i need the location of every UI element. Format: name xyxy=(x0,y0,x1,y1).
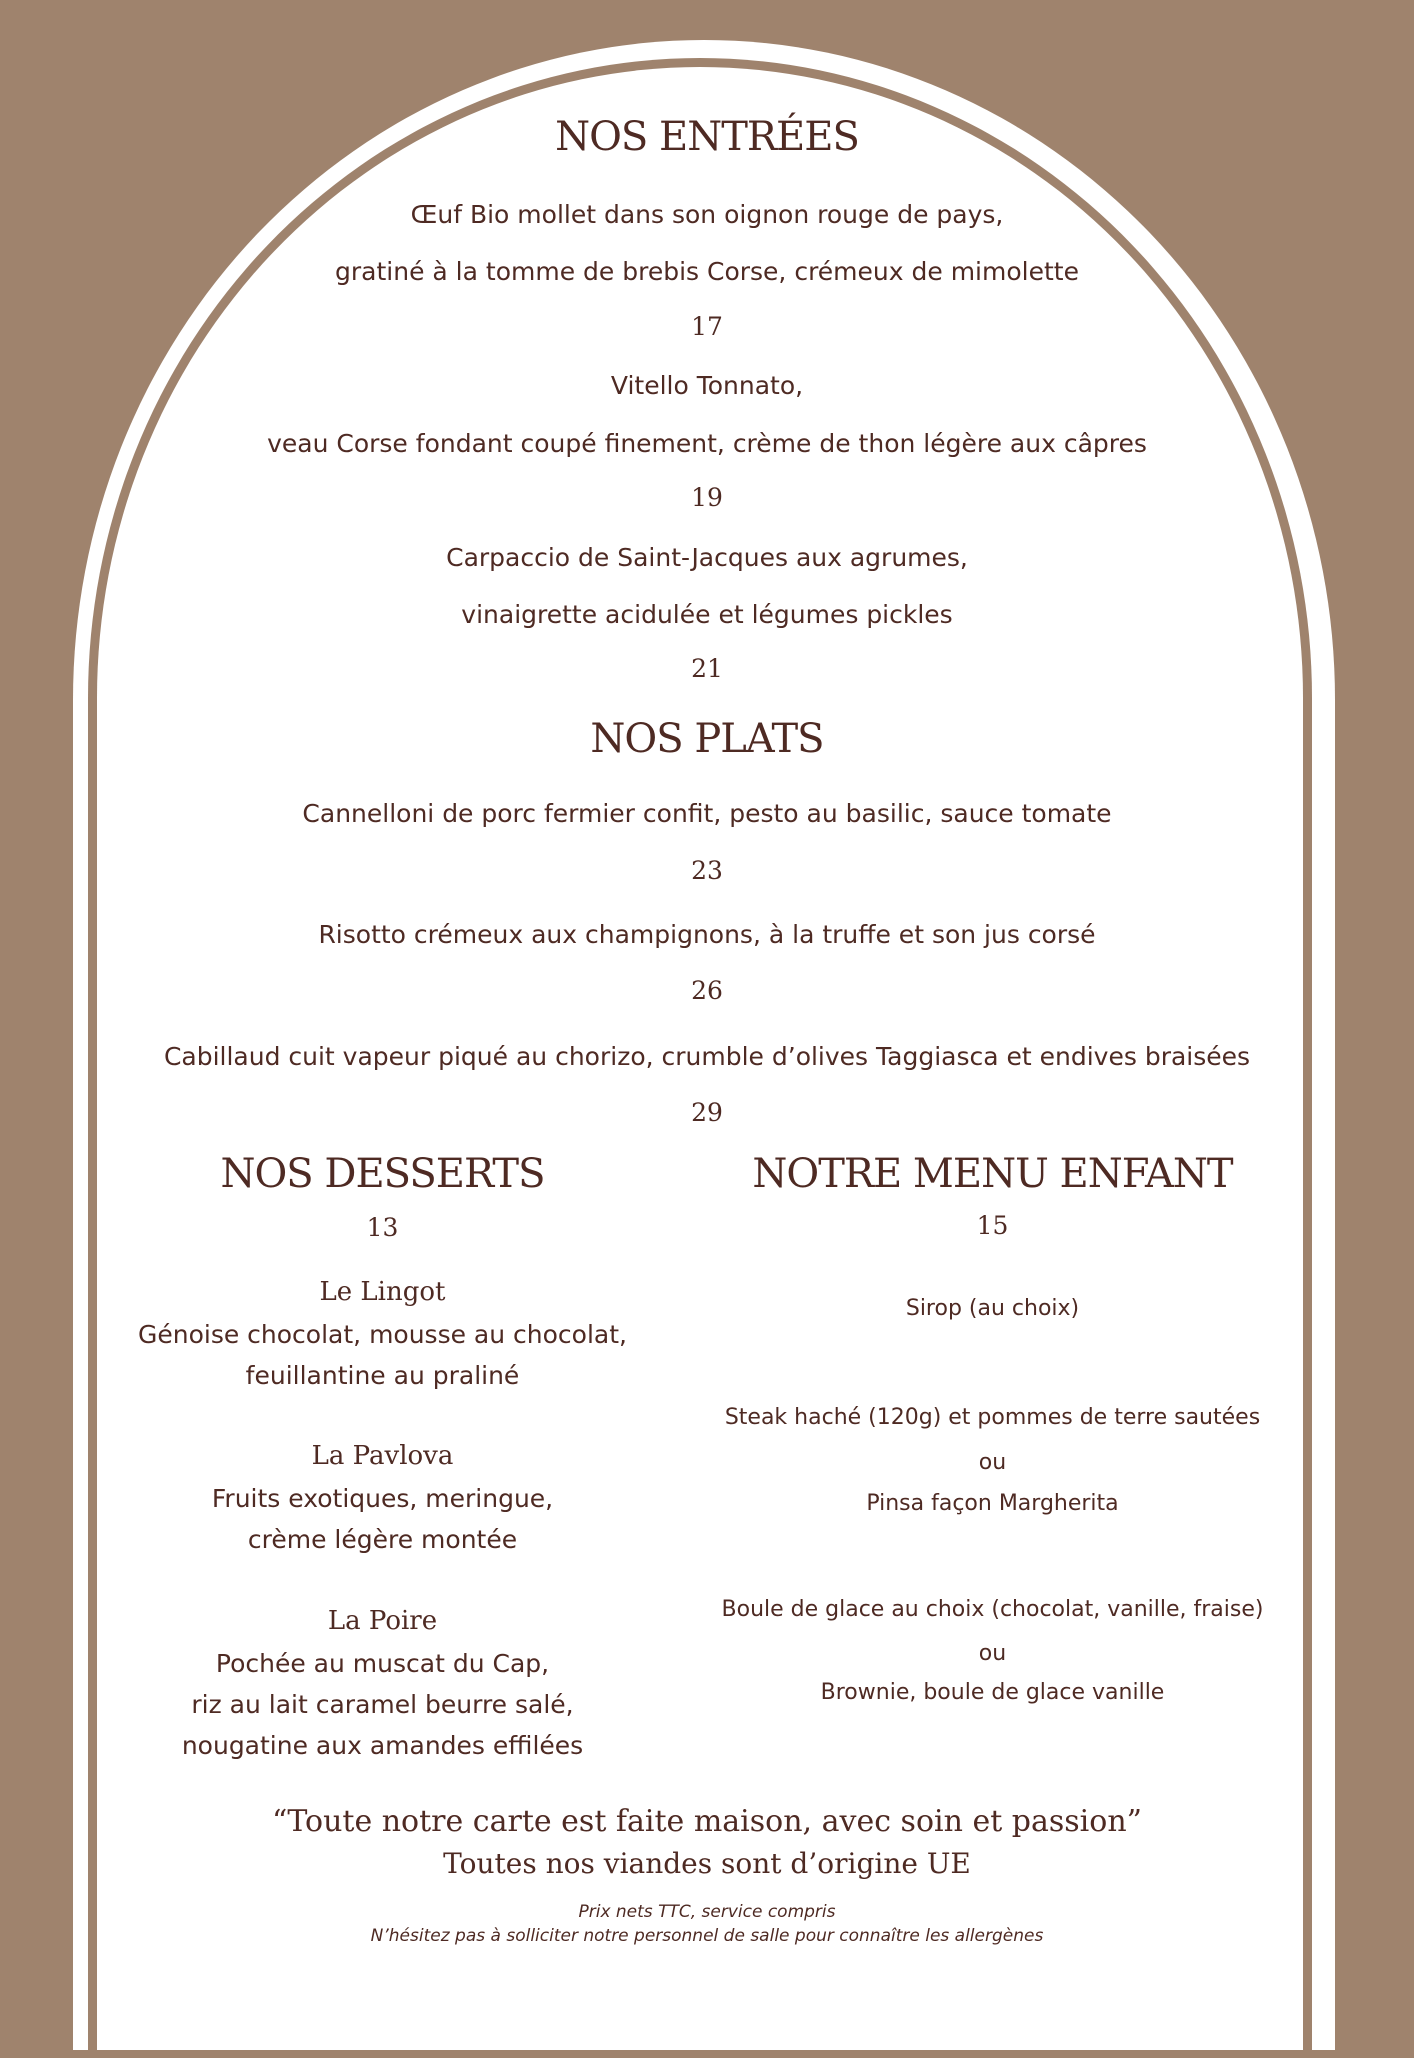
enfant-drink: Sirop (au choix) xyxy=(905,1296,1080,1321)
enfant-dessert-option-2: Brownie, boule de glace vanille xyxy=(820,1680,1165,1705)
plat-2-price: 26 xyxy=(691,976,723,1005)
enfant-title: NOTRE MENU ENFANT xyxy=(752,1151,1233,1197)
dessert-2-line2: crème légère montée xyxy=(247,1525,518,1554)
prices-note: Prix nets TTC, service compris xyxy=(578,1902,836,1922)
dessert-2-name: La Pavlova xyxy=(311,1441,454,1471)
plats-title: NOS PLATS xyxy=(590,716,824,762)
enfant-main-option-1: Steak haché (120g) et pommes de terre sautées xyxy=(724,1405,1261,1430)
enfant-price: 15 xyxy=(976,1211,1009,1240)
enfant-dessert-or: ou xyxy=(978,1641,1007,1666)
dessert-2-line1: Fruits exotiques, meringue, xyxy=(211,1484,554,1513)
dessert-1-line1: Génoise chocolat, mousse au chocolat, xyxy=(137,1320,627,1349)
dessert-3-line2: riz au lait caramel beurre salé, xyxy=(191,1690,574,1719)
enfant-dessert-option-1: Boule de glace au choix (chocolat, vanille, fraise) xyxy=(721,1597,1264,1622)
entree-2-line2: veau Corse fondant coupé finement, crème de thon légère aux câpres xyxy=(267,429,1147,458)
entree-1-line1: Œuf Bio mollet dans son oignon rouge de pays, xyxy=(410,200,1004,229)
allergens-note: N’hésitez pas à solliciter notre personnel de salle pour connaître les allergènes xyxy=(370,1926,1044,1946)
dessert-3-line1: Pochée au muscat du Cap, xyxy=(215,1649,550,1678)
desserts-title: NOS DESSERTS xyxy=(220,1151,545,1197)
dessert-1-line2: feuillantine au praliné xyxy=(245,1361,520,1390)
entree-3-price: 21 xyxy=(691,654,723,683)
plat-2-name: Risotto crémeux aux champignons, à la truffe et son jus corsé xyxy=(318,920,1096,949)
entree-1-line2: gratiné à la tomme de brebis Corse, crémeux de mimolette xyxy=(335,257,1079,286)
dessert-3-name: La Poire xyxy=(327,1606,438,1636)
meat-origin-note: Toutes nos viandes sont d’origine UE xyxy=(443,1847,971,1880)
entree-1-price: 17 xyxy=(691,312,723,341)
plat-1-price: 23 xyxy=(691,856,723,885)
plat-3-price: 29 xyxy=(691,1098,723,1127)
entree-2-price: 19 xyxy=(691,483,723,512)
desserts-price: 13 xyxy=(366,1213,399,1242)
dessert-1-name: Le Lingot xyxy=(319,1277,446,1307)
enfant-main-option-2: Pinsa façon Margherita xyxy=(866,1491,1119,1516)
entree-3-line2: vinaigrette acidulée et légumes pickles xyxy=(461,600,953,629)
dessert-3-line3: nougatine aux amandes effilées xyxy=(181,1731,584,1760)
plat-1-name: Cannelloni de porc fermier confit, pesto au basilic, sauce tomate xyxy=(302,799,1112,828)
enfant-main-or: ou xyxy=(978,1450,1007,1475)
house-made-quote: “Toute notre carte est faite maison, avec soin et passion” xyxy=(271,1804,1142,1839)
entree-2-line1: Vitello Tonnato, xyxy=(610,371,804,400)
entree-3-line1: Carpaccio de Saint-Jacques aux agrumes, xyxy=(446,543,968,572)
entrees-title: NOS ENTRÉES xyxy=(555,114,859,160)
plat-3-name: Cabillaud cuit vapeur piqué au chorizo, crumble d’olives Taggiasca et endives braisées xyxy=(163,1042,1251,1071)
